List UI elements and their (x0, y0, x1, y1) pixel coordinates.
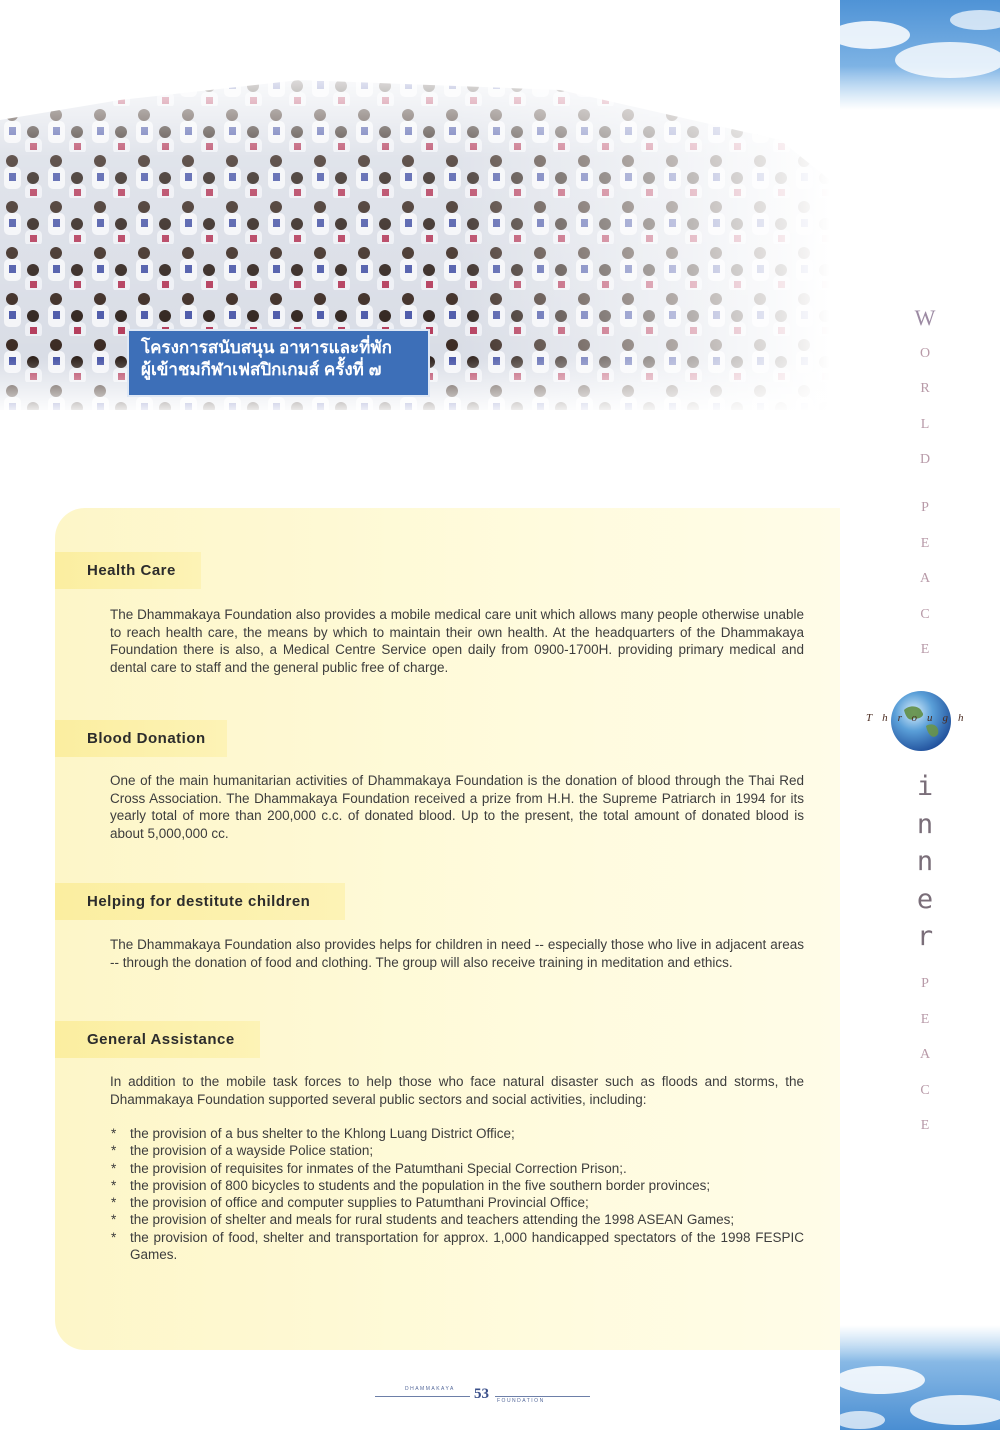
list-item-text: the provision of food, shelter and transportation for approx. 1,000 handicapped spectators of the 1998 FESPIC Games. (130, 1229, 804, 1263)
section-heading-health: Health Care (55, 552, 201, 589)
section-body-general: In addition to the mobile task forces to help those who face natural disaster such as floods and storms, the Dhammakaya Foundation supported several public sectors and social activities, including: (110, 1074, 804, 1107)
list-item (110, 1177, 804, 1194)
list-item (110, 1194, 804, 1211)
banner-line-1: โครงการสนับสนุน อาหารและที่พัก (141, 338, 392, 357)
footer-left-text: DHAMMAKAYA (405, 1386, 455, 1392)
list-item-text: the provision of 800 bicycles to students and the population in the five southern border provinces; (130, 1177, 711, 1193)
title-letter: E (920, 642, 930, 657)
footer-rule-right (495, 1396, 590, 1397)
sky-image-bottom (840, 1325, 1000, 1430)
list-item-text: the provision of a wayside Police station; (130, 1143, 374, 1159)
title-letter: O (919, 345, 931, 361)
list-item (110, 1142, 804, 1159)
section-heading-general: General Assistance (55, 1021, 260, 1058)
title-letter: n (916, 846, 934, 877)
bullet-star: * (111, 1177, 117, 1193)
title-letter: r (916, 921, 934, 952)
title-letter: A (919, 571, 931, 586)
crowd-photo (0, 60, 830, 410)
title-letter: W (914, 305, 936, 330)
list-item (110, 1125, 804, 1142)
list-item (110, 1211, 804, 1228)
bullet-star: * (111, 1143, 117, 1159)
title-letter: C (920, 1082, 930, 1098)
section-heading-blood: Blood Donation (55, 720, 227, 757)
title-letter: P (921, 500, 929, 515)
side-title-world (890, 300, 960, 478)
title-letter: E (920, 1011, 930, 1027)
title-letter: D (919, 452, 931, 467)
list-item (110, 1160, 804, 1177)
page-number: 53 (474, 1386, 489, 1402)
bullet-star: * (111, 1229, 117, 1245)
footer-rule-left (375, 1396, 470, 1397)
cloud-icon (840, 0, 1000, 110)
title-letter: i (916, 771, 934, 802)
list-item-text: the provision of a bus shelter to the Khlong Luang District Office; (130, 1126, 515, 1141)
section-body-health: The Dhammakaya Foundation also provides a mobile medical care unit which allows many people otherwise unable to reach health care, the means by which to maintain their own health. At the headquarters of the Dhammakaya Foundation there is also, a Medical Centre Service open daily from 0900-1700H. providing primary medical and dental care to staff and the general public free of charge. (110, 607, 804, 675)
list-item (110, 1229, 804, 1264)
list-item-text: the provision of office and computer supplies to Patumthani Provincial Office; (130, 1195, 589, 1211)
section-heading-children: Helping for destitute children (55, 883, 345, 920)
side-title-peace-2 (890, 966, 960, 1144)
bullet-star: * (111, 1160, 117, 1176)
title-letter: P (921, 976, 929, 991)
bullet-star: * (111, 1212, 117, 1228)
thai-banner (127, 329, 430, 397)
bullet-star: * (111, 1195, 117, 1211)
title-letter: E (920, 1118, 930, 1133)
title-letter: e (916, 883, 934, 915)
through-globe (860, 690, 1000, 756)
through-word: Through (866, 712, 974, 724)
title-letter: L (920, 416, 930, 432)
sky-image-top (840, 0, 1000, 110)
section-body-children: The Dhammakaya Foundation also provides helps for children in need -- especially those who live in adjacent areas -- through the donation of food and clothing. The group will also receive training in meditation and ethics. (110, 937, 804, 970)
list-item-text: the provision of requisites for inmates of the Patumthani Special Correction Prison;. (130, 1160, 627, 1176)
side-title-inner (890, 768, 960, 956)
cloud-icon (840, 1325, 1000, 1430)
assistance-list (110, 1125, 804, 1263)
title-letter: E (920, 535, 930, 551)
title-letter: C (920, 606, 930, 622)
banner-line-2: ผู้เข้าชมกีฬาเฟสปิกเกมส์ ครั้งที่ ๗ (141, 360, 382, 379)
section-body-blood: One of the main humanitarian activities of Dhammakaya Foundation is the donation of blood through the Thai Red Cross Association. The Dhammakaya Foundation received a prize from H.H. the Supreme Patriarch in 1994 for its yearly total of more than 200,000 c.c. of donated blood. Up to the present, the total amount of donated blood is about 5,000,000 cc. (110, 773, 804, 841)
title-letter: R (920, 381, 930, 396)
page-footer (375, 1386, 590, 1406)
title-letter: A (919, 1047, 931, 1062)
title-letter: n (916, 808, 934, 840)
side-title-peace (890, 490, 960, 668)
list-item-text: the provision of shelter and meals for rural students and teachers attending the 1998 ASEAN Games; (130, 1212, 735, 1228)
bullet-star: * (111, 1126, 117, 1141)
footer-right-text: FOUNDATION (497, 1398, 545, 1404)
